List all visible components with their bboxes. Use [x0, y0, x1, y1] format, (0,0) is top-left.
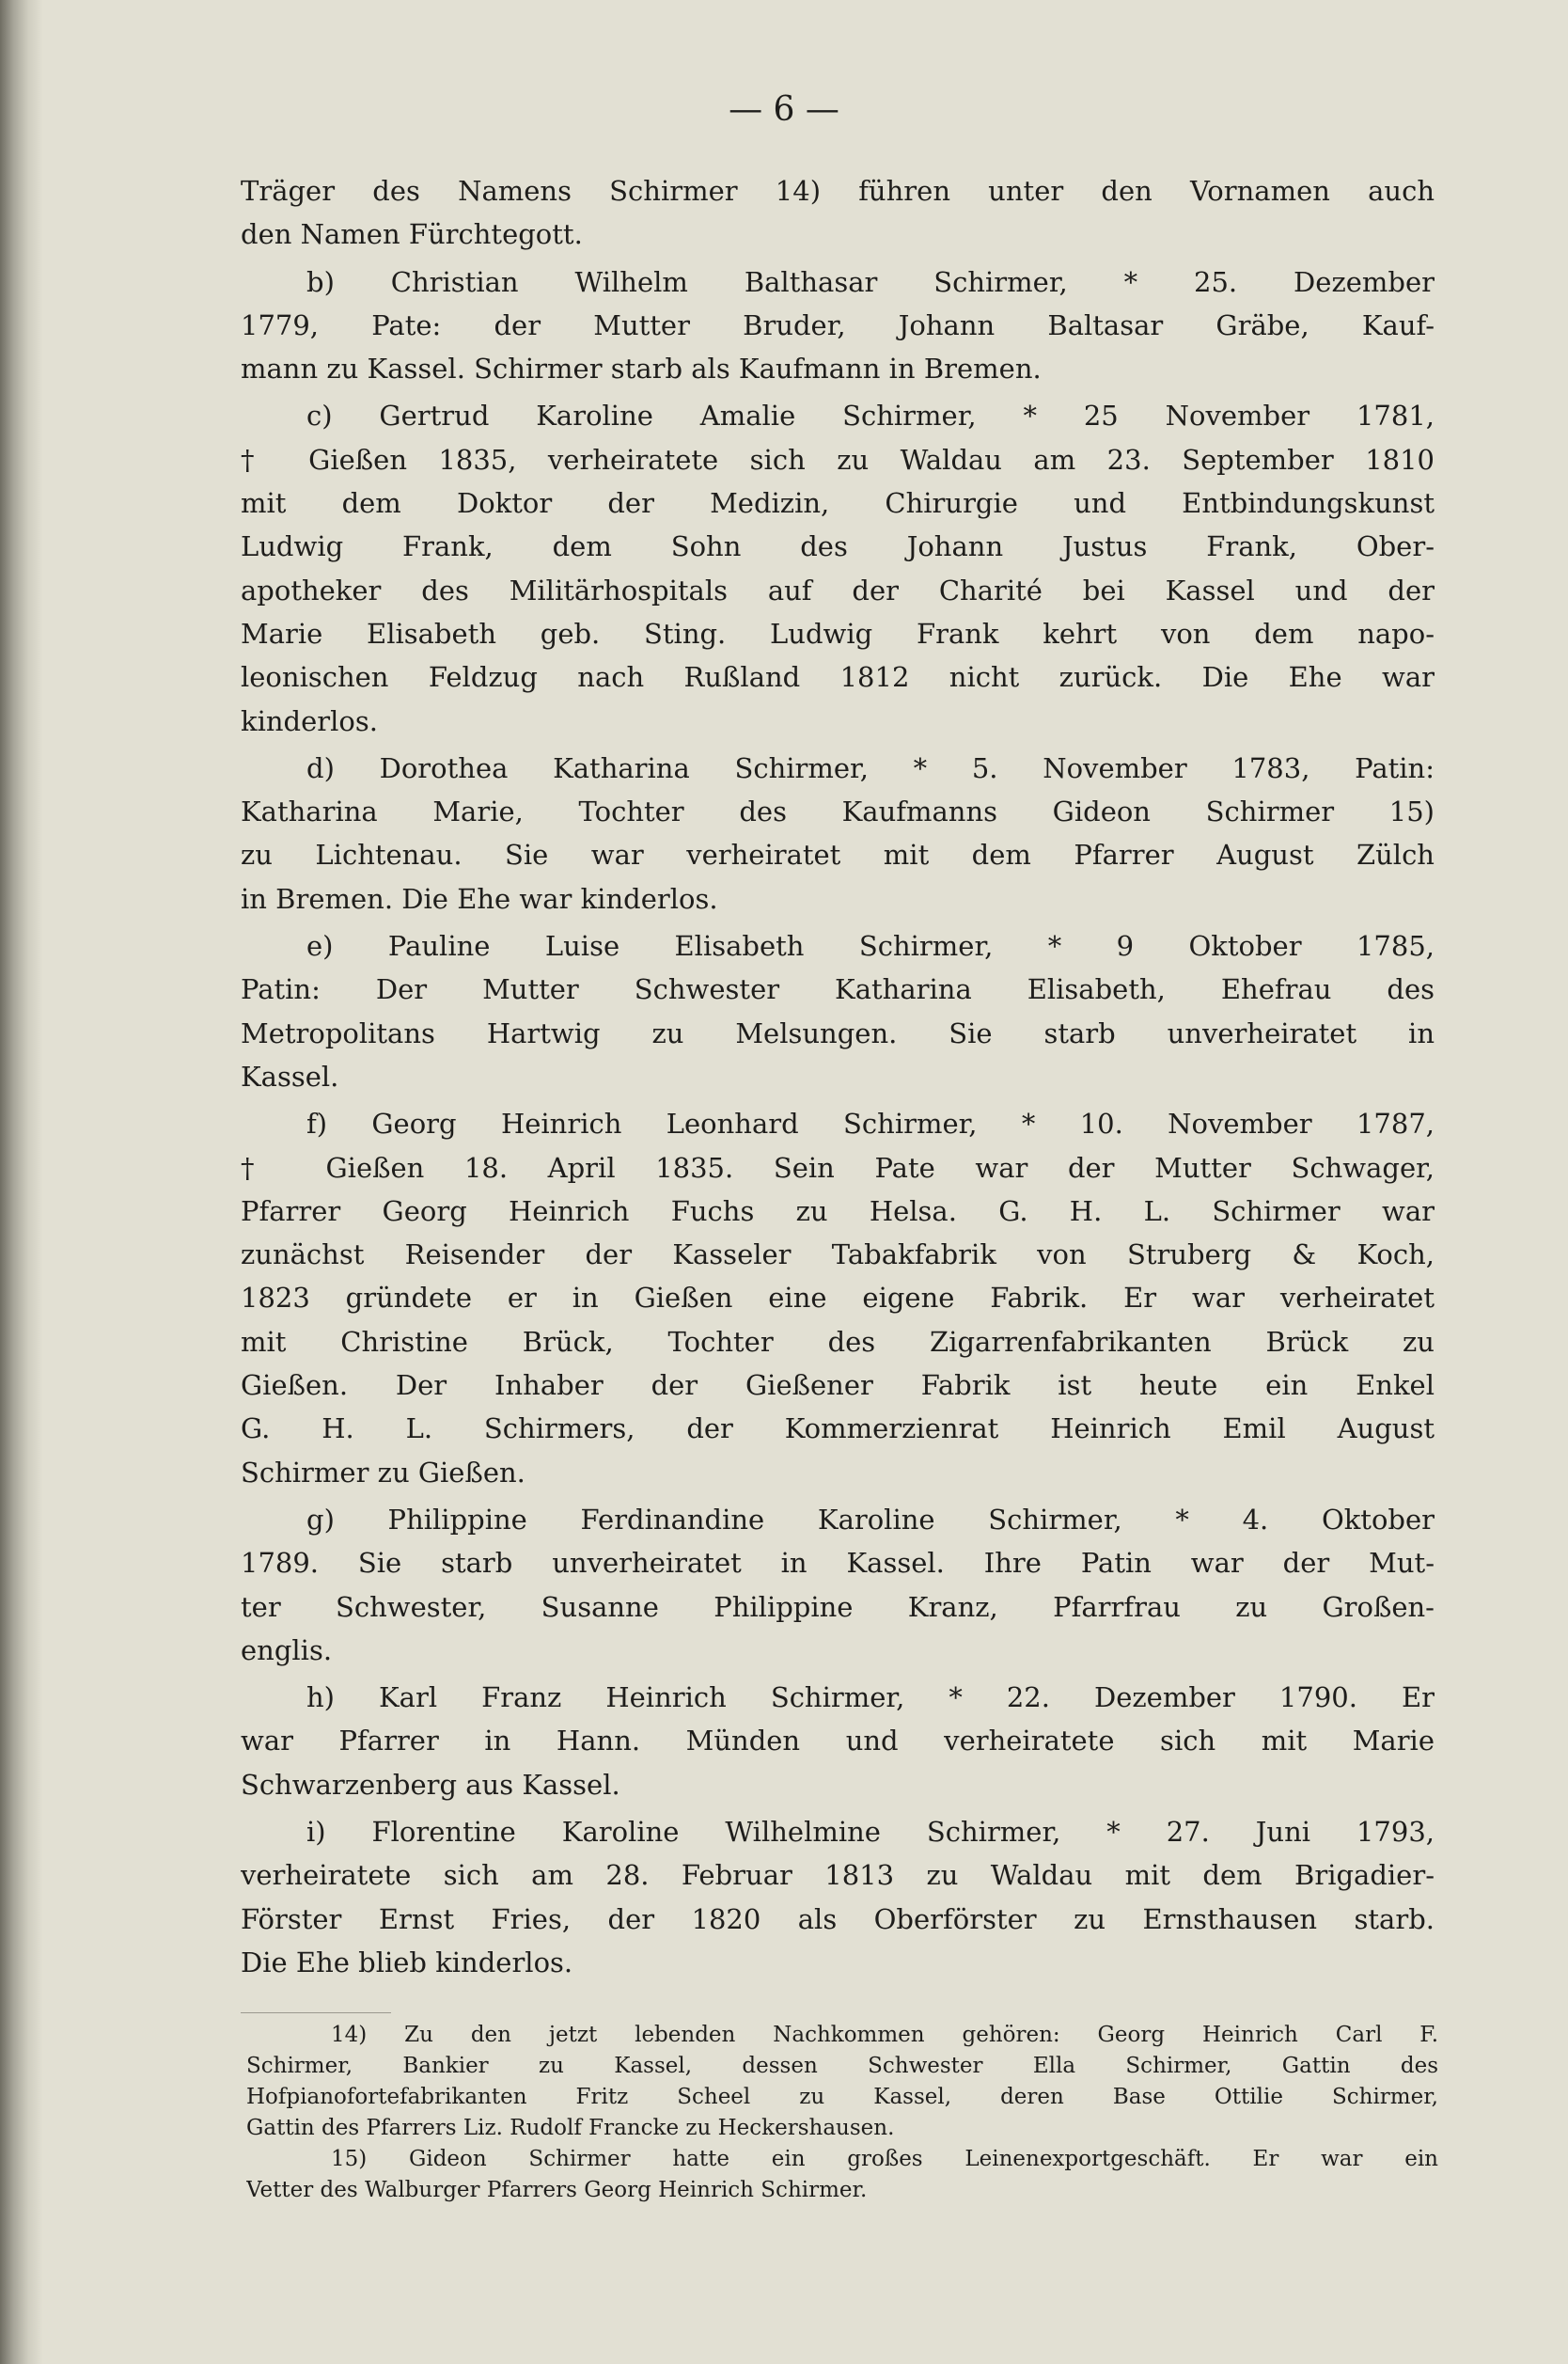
text-line: Träger des Namens Schirmer 14) führen unter den Vornamen auch	[241, 175, 1435, 207]
paragraph	[241, 394, 1435, 742]
text-line: mit dem Doktor der Medizin, Chirurgie und Entbindungskunst	[241, 487, 1435, 520]
text-line: Schwarzenberg aus Kassel.	[241, 1768, 620, 1801]
text-line: Pfarrer Georg Heinrich Fuchs zu Helsa. G. H. L. Schirmer war	[241, 1194, 1435, 1227]
text-line: 15) Gideon Schirmer hatte ein großes Leinenexportgeschäft. Er war ein	[331, 2147, 1438, 2171]
text-line: G. H. L. Schirmers, der Kommerzienrat Heinrich Emil August	[241, 1412, 1435, 1445]
text-line: englis.	[241, 1633, 333, 1666]
text-line: † Gießen 1835, verheiratete sich zu Waldau am 23. September 1810	[241, 443, 1435, 476]
text-line: Kassel.	[241, 1060, 339, 1093]
footnote	[246, 2020, 1438, 2144]
text-line: war Pfarrer in Hann. Münden und verheiratete sich mit Marie	[241, 1725, 1435, 1757]
text-line: 14) Zu den jetzt lebenden Nachkommen gehören: Georg Heinrich Carl F.	[331, 2023, 1438, 2047]
paragraph	[241, 1676, 1435, 1806]
text-line: zu Lichtenau. Sie war verheiratet mit dem Pfarrer August Zülch	[241, 839, 1435, 872]
text-line: kinderlos.	[241, 704, 378, 737]
text-line: Marie Elisabeth geb. Sting. Ludwig Frank kehrt von dem napo-	[241, 617, 1435, 650]
text-line: † Gießen 18. April 1835. Sein Pate war der Mutter Schwager,	[241, 1151, 1435, 1184]
text-line: 1779, Pate: der Mutter Bruder, Johann Baltasar Gräbe, Kauf-	[241, 308, 1435, 341]
text-line: 1789. Sie starb unverheiratet in Kassel. Ihre Patin war der Mut-	[241, 1547, 1435, 1580]
text-line: i) Florentine Karoline Wilhelmine Schirmer, * 27. Juni 1793,	[306, 1815, 1435, 1848]
text-line: in Bremen. Die Ehe war kinderlos.	[241, 882, 718, 915]
text-line: d) Dorothea Katharina Schirmer, * 5. November 1783, Patin:	[306, 751, 1435, 784]
text-line: Gattin des Pfarrers Liz. Rudolf Francke zu Heckershausen.	[246, 2116, 895, 2140]
text-line: Die Ehe blieb kinderlos.	[241, 1946, 573, 1978]
text-line: h) Karl Franz Heinrich Schirmer, * 22. Dezember 1790. Er	[306, 1681, 1435, 1714]
text-line: Schirmer, Bankier zu Kassel, dessen Schwester Ella Schirmer, Gattin des	[246, 2054, 1438, 2078]
book-binding-edge	[0, 0, 43, 2364]
footnote	[246, 2144, 1438, 2206]
text-line: Schirmer zu Gießen.	[241, 1456, 525, 1489]
text-line: c) Gertrud Karoline Amalie Schirmer, * 25 November 1781,	[306, 400, 1435, 433]
text-line: Metropolitans Hartwig zu Melsungen. Sie starb unverheiratet in	[241, 1017, 1435, 1049]
text-line: g) Philippine Ferdinandine Karoline Schirmer, * 4. Oktober	[306, 1503, 1435, 1536]
text-line: Hofpianofortefabrikanten Fritz Scheel zu Kassel, deren Base Ottilie Schirmer,	[246, 2085, 1438, 2109]
paragraph	[241, 924, 1435, 1098]
text-line: Patin: Der Mutter Schwester Katharina Elisabeth, Ehefrau des	[241, 973, 1435, 1006]
text-line: leonischen Feldzug nach Rußland 1812 nicht zurück. Die Ehe war	[241, 661, 1435, 694]
text-line: den Namen Fürchtegott.	[241, 218, 583, 251]
footnote-divider	[241, 2012, 391, 2013]
text-line: ter Schwester, Susanne Philippine Kranz, Pfarrfrau zu Großen-	[241, 1590, 1435, 1623]
footnotes	[246, 2020, 1438, 2206]
paragraph	[241, 1498, 1435, 1672]
text-line: mit Christine Brück, Tochter des Zigarrenfabrikanten Brück zu	[241, 1325, 1435, 1358]
text-line: Förster Ernst Fries, der 1820 als Oberförster zu Ernsthausen starb.	[241, 1902, 1435, 1935]
paragraph	[241, 169, 1435, 257]
paragraph	[241, 1810, 1435, 1984]
paragraph	[241, 260, 1435, 391]
text-line: Katharina Marie, Tochter des Kaufmanns Gideon Schirmer 15)	[241, 796, 1435, 828]
text-line: zunächst Reisender der Kasseler Tabakfabrik von Struberg & Koch,	[241, 1238, 1435, 1271]
paragraph	[241, 1102, 1435, 1494]
text-line: verheiratete sich am 28. Februar 1813 zu Waldau mit dem Brigadier-	[241, 1859, 1435, 1892]
page-number: — 6 —	[729, 90, 839, 129]
text-line: apotheker des Militärhospitals auf der Charité bei Kassel und der	[241, 574, 1435, 607]
text-line: mann zu Kassel. Schirmer starb als Kaufmann in Bremen.	[241, 353, 1042, 386]
main-text	[241, 169, 1435, 1988]
paragraph	[241, 747, 1435, 921]
text-line: f) Georg Heinrich Leonhard Schirmer, * 10. November 1787,	[306, 1108, 1435, 1141]
text-line: b) Christian Wilhelm Balthasar Schirmer, * 25. Dezember	[306, 265, 1435, 298]
text-line: Gießen. Der Inhaber der Gießener Fabrik ist heute ein Enkel	[241, 1369, 1435, 1402]
text-line: Ludwig Frank, dem Sohn des Johann Justus Frank, Ober-	[241, 530, 1435, 563]
text-line: 1823 gründete er in Gießen eine eigene Fabrik. Er war verheiratet	[241, 1282, 1435, 1315]
text-line: Vetter des Walburger Pfarrers Georg Heinrich Schirmer.	[246, 2178, 868, 2202]
text-line: e) Pauline Luise Elisabeth Schirmer, * 9 Oktober 1785,	[306, 930, 1435, 963]
